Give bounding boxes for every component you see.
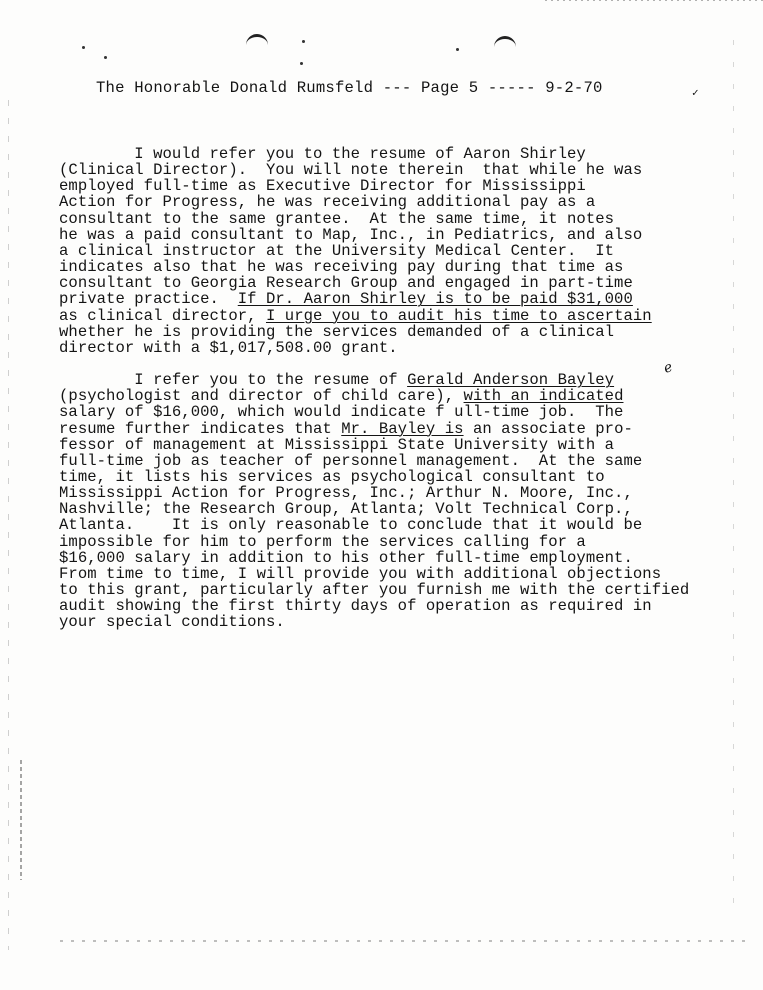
letter-body <box>59 146 719 631</box>
text-segment: as clinical director, <box>59 306 266 325</box>
text-line: audit showing the first thirty days of operation as required in <box>59 597 652 616</box>
binder-mark <box>246 34 268 49</box>
text-segment: (psychologist and director of child care), <box>59 387 464 406</box>
binder-mark <box>494 36 516 51</box>
text-line: consultant to Georgia Research Group and engaged in part-time <box>59 274 633 293</box>
text-line: $16,000 salary in addition to his other full-time employment. <box>59 548 633 567</box>
text-line: Mississippi Action for Progress, Inc.; Arthur N. Moore, Inc., <box>59 484 633 503</box>
text-line: director with a $1,017,508.00 grant. <box>59 338 398 357</box>
scan-artifact <box>60 940 750 942</box>
text-line: your special conditions. <box>59 613 285 632</box>
text-line: employed full-time as Executive Director for Mississippi <box>59 177 586 196</box>
text-segment: resume further indicates that <box>59 419 342 438</box>
underlined-text: Mr. Bayley is <box>341 419 464 438</box>
scan-artifact <box>8 100 9 950</box>
scan-dot <box>302 40 305 43</box>
paragraph-shirley <box>59 146 719 356</box>
margin-tick: ✓ <box>692 88 699 100</box>
underlined-text: with an indicated <box>463 387 624 406</box>
text-line: to this grant, particularly after you furnish me with the certified <box>59 581 690 600</box>
underlined-text: If Dr. Aaron Shirley is to be paid $31,000 <box>237 290 633 309</box>
text-line <box>59 388 719 404</box>
text-segment: private practice. <box>59 290 238 309</box>
paragraph-bayley <box>59 372 719 631</box>
handwritten-initials: e <box>661 359 675 377</box>
scan-artifact <box>20 760 22 880</box>
scan-artifact <box>733 40 734 920</box>
scan-dot <box>456 48 459 51</box>
page-header: The Honorable Donald Rumsfeld --- Page 5 ----- 9-2-70 <box>96 79 603 97</box>
text-line: From time to time, I will provide you with additional objections <box>59 564 662 583</box>
text-line: time, it lists his services as psychological consultant to <box>59 467 605 486</box>
text-segment: I refer you to the resume of <box>59 371 408 390</box>
text-line: Action for Progress, he was receiving additional pay as a <box>59 193 596 212</box>
text-line: Atlanta. It is only reasonable to conclude that it would be <box>59 516 643 535</box>
text-line <box>59 291 719 307</box>
scan-dot <box>300 62 303 65</box>
text-line: a clinical instructor at the University Medical Center. It <box>59 241 615 260</box>
text-line: indicates also that he was receiving pay during that time as <box>59 258 624 277</box>
scan-artifact <box>545 0 763 1</box>
text-line <box>59 372 719 388</box>
scan-dot <box>104 56 107 59</box>
text-line <box>59 308 719 324</box>
text-line: salary of $16,000, which would indicate f ull-time job. The <box>59 403 624 422</box>
text-line: I would refer you to the resume of Aaron Shirley <box>59 145 586 163</box>
underlined-text: I urge you to audit his time to ascertain <box>265 306 652 325</box>
text-line: he was a paid consultant to Map, Inc., in Pediatrics, and also <box>59 225 643 244</box>
text-line: (Clinical Director). You will note therein that while he was <box>59 161 643 180</box>
text-line <box>59 421 719 437</box>
text-line: whether he is providing the services demanded of a clinical <box>59 322 615 341</box>
text-line: consultant to the same grantee. At the same time, it notes <box>59 209 615 228</box>
text-line: fessor of management at Mississippi State University with a <box>59 435 615 454</box>
underlined-text: Gerald Anderson Bayley <box>407 371 615 390</box>
scan-dot <box>82 46 85 49</box>
text-line: Nashville; the Research Group, Atlanta; Volt Technical Corp., <box>59 500 633 519</box>
text-line: full-time job as teacher of personnel management. At the same <box>59 451 643 470</box>
text-line: impossible for him to perform the services calling for a <box>59 532 586 551</box>
text-segment: an associate pro- <box>463 419 633 438</box>
